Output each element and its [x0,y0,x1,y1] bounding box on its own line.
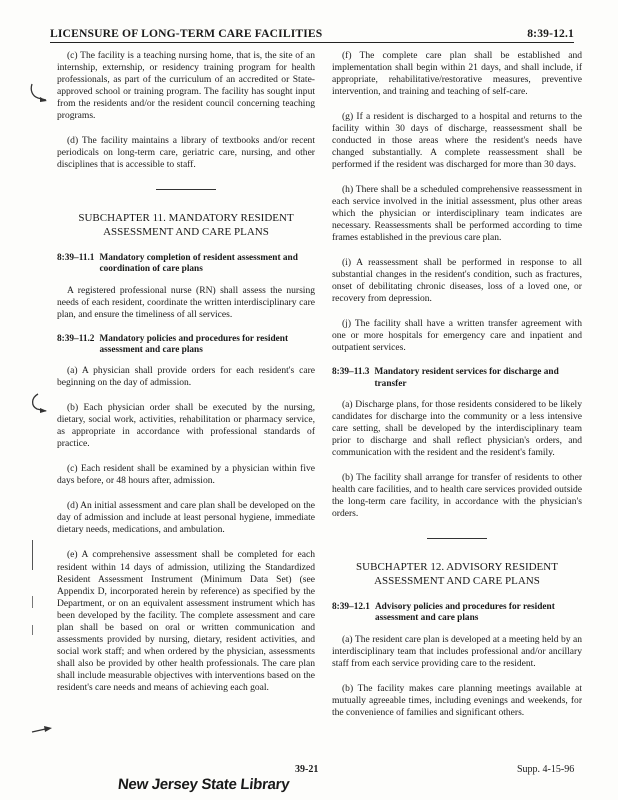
section-number: 8:39–12.1 [332,601,370,612]
subchapter-heading: SUBCHAPTER 12. ADVISORY RESIDENT ASSESSMENT AND CARE PLANS [356,561,558,587]
left-column [57,50,315,707]
paragraph: (b) Each physician order shall be executed by the nursing, dietary, social work, activities, rehabilitation or pharmacy service, as appropriate in accordance with professional standards of practice. [57,402,315,450]
paragraph: (c) Each resident shall be examined by a physician within five days before, or 48 hours after, admission. [57,463,315,487]
paragraph: (h) There shall be a scheduled comprehensive reassessment in each service involved in the initial assessment, plus other areas which the physician or interdisciplinary team indicates are necessary. Reassessments shall be performed according to time frames established in the previous care plan. [332,184,582,244]
right-column [332,50,582,732]
paragraph: (e) A comprehensive assessment shall be completed for each resident within 14 days of admission, utilizing the Standardized Resident Assessment Instrument (Minimum Data Set) (see Appendix D, incorporated herein by reference) as specified by the Department, or on an equivalent assessment instrument which has been developed by the facility. The complete assessment and care plan shall be based on oral or written communication and assessments provided by nursing, dietary, resident activities, and social work staff; and when ordered by the physician, assessments shall also be provided by other health professionals. The care plan shall include measurable objectives with interventions based on the resident's care needs and means of achieving each goal. [57,549,315,693]
section-title: Mandatory resident services for discharge and transfer [374,367,559,389]
margin-line [32,540,33,570]
header-section-number: 8:39-12.1 [527,27,574,40]
margin-mark-icon [28,392,50,416]
paragraph: (b) The facility makes care planning meetings available at mutually agreeable times, including evenings and weekends, for the convenience of families and significant others. [332,682,582,718]
paragraph: (a) The resident care plan is developed at a meeting held by an interdisciplinary team that includes professional and/or ancillary staff from each service providing care to the resident. [332,633,582,669]
paragraph: (i) A reassessment shall be performed in response to all substantial changes in the resident's condition, such as fractures, onset of debilitating chronic diseases, loss of a loved one, or recovery from depression. [332,257,582,305]
section-heading [332,602,582,625]
section-title: Mandatory completion of resident assessment and coordination of care plans [99,252,298,275]
margin-mark-icon [30,720,54,740]
section-heading [57,253,315,276]
paragraph: A registered professional nurse (RN) shall assess the nursing needs of each resident, coordinate the written interdisciplinary care plan, and ensure the timeliness of all services. [57,284,315,320]
section-number: 8:39–11.2 [57,333,95,344]
paragraph: (a) A physician shall provide orders for each resident's care beginning on the day of admission. [57,365,315,389]
section-divider [156,189,216,190]
paragraph: (d) The facility maintains a library of textbooks and/or recent periodicals on long-term care, geriatric care, nursing, and other disciplines that is accessible to staff. [57,135,315,171]
section-heading [332,367,582,390]
margin-line [32,625,33,635]
subchapter-heading: SUBCHAPTER 11. MANDATORY RESIDENT ASSESSMENT AND CARE PLANS [78,212,294,238]
library-stamp: New Jersey State Library [117,776,291,793]
header-title: LICENSURE OF LONG-TERM CARE FACILITIES [50,27,323,40]
section-number: 8:39–11.1 [57,252,95,263]
running-header [50,20,574,43]
paragraph: (b) The facility shall arrange for transfer of residents to other health care facilities, and to health care services provided outside the long-term care facility, in accordance with the physician's orders. [332,472,582,520]
paragraph: (a) Discharge plans, for those residents considered to be likely candidates for discharge into the community or a less intensive care setting, shall be developed by the interdisciplinary team prior to discharge and shall reflect physician's orders, and communication with the resident and the resident's family. [332,398,582,459]
paragraph: (c) The facility is a teaching nursing home, that is, the site of an internship, externship, or residency training program for health professionals, as part of the curriculum of an accredited or State-approved school or training program. The facility has sought input from the residents and/or the resident council concerning teaching programs. [57,50,315,122]
paragraph: (f) The complete care plan shall be established and implementation shall begin within 21 days, and shall include, if appropriate, rehabilitative/restorative measures, preventive intervention, and training and teaching of self-care. [332,50,582,98]
paragraph: (d) An initial assessment and care plan shall be developed on the day of admission and include at least personal hygiene, immediate dietary needs, medications, and ambulation. [57,500,315,536]
section-heading [57,334,315,357]
section-title: Mandatory policies and procedures for resident assessment and care plans [99,333,289,355]
margin-mark-icon [28,80,50,104]
paragraph: (j) The facility shall have a written transfer agreement with one or more hospitals for emergency care and inpatient and outpatient services. [332,318,582,354]
margin-line [32,596,33,608]
supplement-date: Supp. 4-15-96 [517,764,575,775]
section-title: Advisory policies and procedures for resident assessment and care plans [374,601,555,624]
page-number: 39-21 [295,764,319,775]
section-number: 8:39–11.3 [332,367,370,378]
section-divider [427,538,487,539]
paragraph: (g) If a resident is discharged to a hospital and returns to the facility within 30 days of discharge, reassessment shall be conducted in those areas where the resident's needs have changed substantially. A complete reassessment shall be performed if the resident was discharged for more than 30 days. [332,111,582,171]
